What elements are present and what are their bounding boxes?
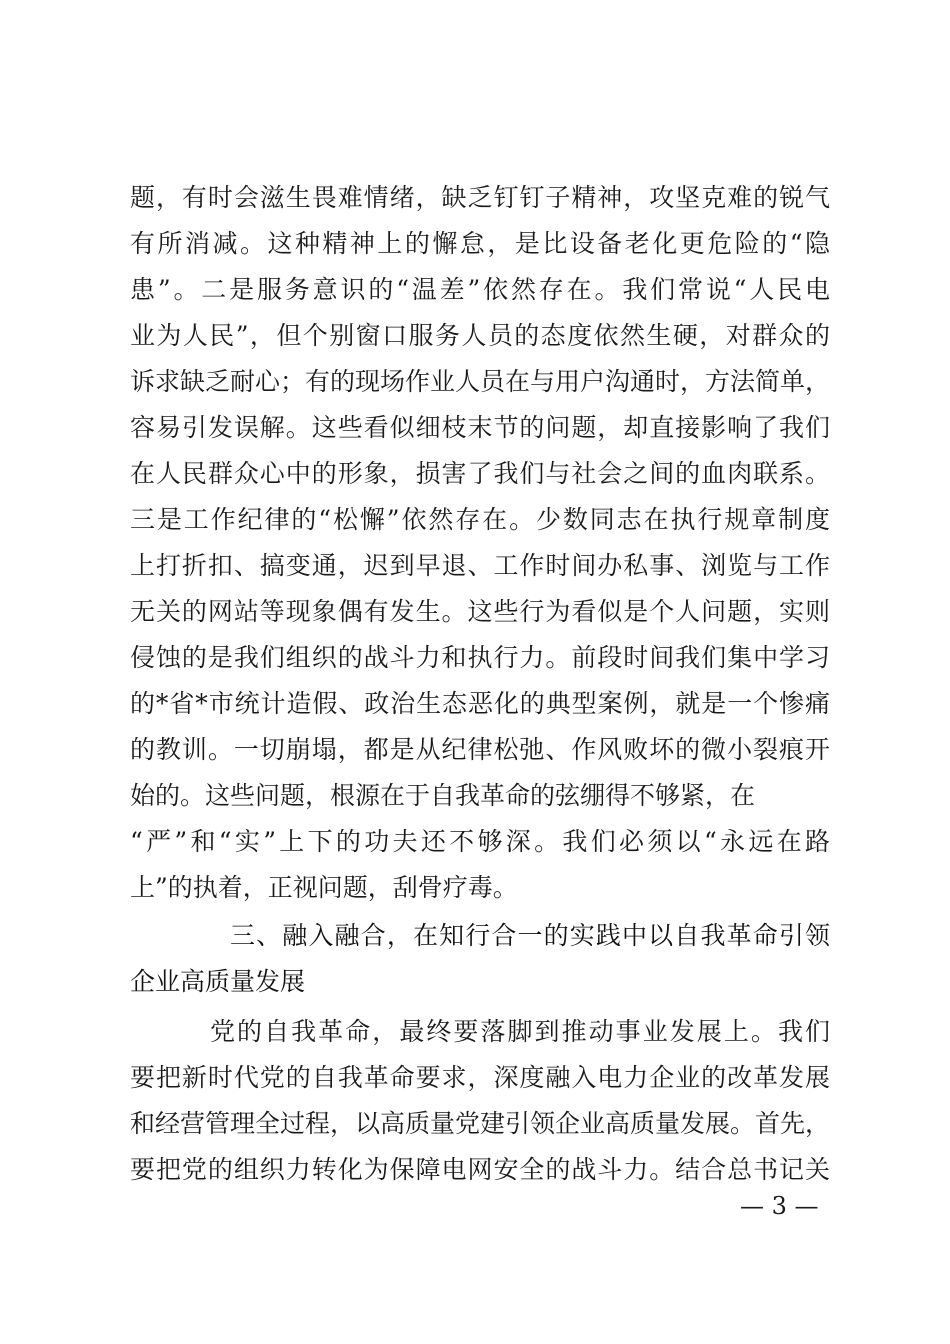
body-line-9: 上打折扣、搞变通，迟到早退、工作时间办私事、浏览与工作	[130, 551, 830, 580]
body-line-7: 在人民群众心中的形象，损害了我们与社会之间的血肉联系。	[130, 459, 830, 488]
body-line-6: 容易引发误解。这些看似细枝末节的问题，却直接影响了我们	[130, 413, 830, 442]
body-line-2: 有所消减。这种精神上的懈怠，是比设备老化更危险的“隐	[130, 229, 830, 258]
body-line-10: 无关的网站等现象偶有发生。这些行为看似是个人问题，实则	[130, 597, 830, 626]
body-line-12: 的*省*市统计造假、政治生态恶化的典型案例，就是一个惨痛	[130, 689, 830, 718]
body-line-3: 患”。二是服务意识的“温差”依然存在。我们常说“人民电	[130, 275, 830, 304]
body-line-11: 侵蚀的是我们组织的战斗力和执行力。前段时间我们集中学习	[130, 643, 830, 672]
body-line-14: 始的。这些问题，根源在于自我革命的弦绷得不够紧，在	[130, 781, 756, 810]
body-line-4: 业为人民”，但个别窗口服务人员的态度依然生硬，对群众的	[130, 321, 830, 350]
page-number: — 3 —	[740, 1192, 819, 1220]
body-line-13: 的教训。一切崩塌，都是从纪律松弛、作风败坏的微小裂痕开	[130, 735, 830, 764]
section-heading-line-1: 三、融入融合，在知行合一的实践中以自我革命引领	[230, 921, 830, 950]
paragraph-line-3: 和经营管理全过程，以高质量党建引领企业高质量发展。首先，	[130, 1109, 831, 1138]
paragraph-line-4: 要把党的组织力转化为保障电网安全的战斗力。结合总书记关	[130, 1155, 830, 1184]
body-line-15: “严”和“实”上下的功夫还不够深。我们必须以“永远在路	[130, 827, 830, 856]
paragraph-line-2: 要把新时代党的自我革命要求，深度融入电力企业的改革发展	[130, 1063, 830, 1092]
body-line-1: 题，有时会滋生畏难情绪，缺乏钉钉子精神，攻坚克难的锐气	[130, 183, 830, 212]
paragraph-line-1: 党的自我革命，最终要落脚到推动事业发展上。我们	[210, 1017, 830, 1046]
body-line-16: 上”的执着，正视问题，刮骨疗毒。	[130, 873, 518, 902]
body-line-8: 三是工作纪律的“松懈”依然存在。少数同志在执行规章制度	[130, 505, 830, 534]
body-line-5: 诉求缺乏耐心；有的现场作业人员在与用户沟通时，方法简单，	[130, 367, 831, 396]
section-heading-line-2: 企业高质量发展	[130, 967, 306, 996]
